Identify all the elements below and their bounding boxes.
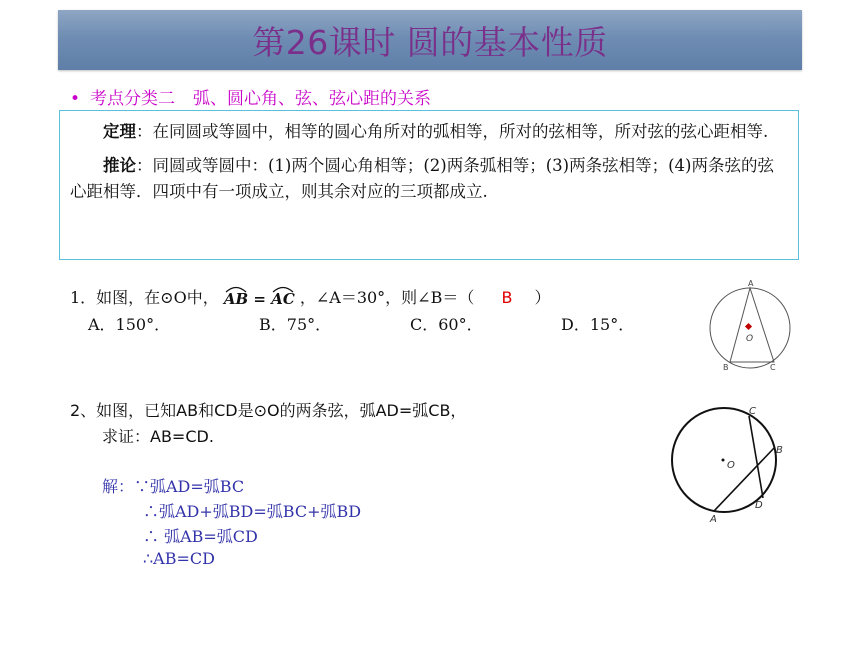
arc-equation: AB = AC	[224, 290, 295, 308]
question-1: 1．如图，在⊙O中， AB = AC ，∠A＝30°，则∠B＝（ B ）	[70, 285, 550, 308]
solution-line-4: ∴AB=CD	[143, 549, 215, 568]
theorem-box	[59, 110, 799, 260]
theorem-paragraph: 定理：在同圆或等圆中，相等的圆心角所对的弧相等，所对的弦相等，所对弦的弦心距相等.	[103, 122, 769, 141]
page-title: 第26课时 圆的基本性质	[252, 22, 608, 62]
center-point-icon	[722, 459, 725, 462]
theorem-label: 定理	[103, 122, 136, 141]
corollary-label: 推论	[103, 156, 136, 175]
section-heading	[70, 84, 431, 109]
arc-mark-icon	[271, 285, 295, 293]
center-marker-icon	[745, 323, 752, 330]
q1-triangle	[730, 288, 774, 362]
label-D: D	[755, 500, 763, 511]
chord-AB	[714, 447, 775, 511]
label-B: B	[723, 363, 729, 372]
q2-circle-figure	[668, 400, 798, 528]
bullet-icon: •	[70, 89, 81, 109]
section-category: 考点分类二	[90, 89, 176, 109]
corollary-paragraph: 推论：同圆或等圆中：(1)两个圆心角相等；(2)两条弧相等；(3)两条弦相等；(4)两条弦的弦心距相等．四项中有一项成立，则其余对应的三项都成立.	[70, 156, 774, 201]
arc-mark-icon	[224, 285, 248, 293]
label-O: O	[727, 460, 735, 471]
label-A: A	[710, 514, 717, 525]
label-O: O	[746, 334, 754, 344]
q1-option-d: D．15°．	[561, 315, 635, 334]
chord-CD	[749, 416, 763, 498]
section-topic: 弧、圆心角、弦、弦心距的关系	[193, 89, 432, 109]
corollary-text: 同圆或等圆中：(1)两个圆心角相等；(2)两条弧相等；(3)两条弦相等；(4)两条弦的弦心距相等．四项中有一项成立，则其余对应的三项都成立.	[70, 156, 774, 201]
label-A: A	[748, 279, 754, 288]
solution-line-1: 解：∵弧AD=弧BC	[102, 477, 245, 496]
q1-option-a: A．150°．	[88, 315, 171, 334]
solution-line-3: ∴ 弧AB=弧CD	[143, 527, 258, 546]
solution-line-2: ∴弧AD+弧BD=弧BC+弧BD	[143, 502, 362, 521]
theorem-text: 在同圆或等圆中，相等的圆心角所对的弧相等，所对的弦相等，所对弦的弦心距相等.	[152, 122, 769, 141]
answer-q1: B	[501, 288, 513, 307]
question-2-goal: 求证：AB=CD.	[102, 427, 214, 446]
q1-option-c: C．60°．	[410, 315, 483, 334]
label-C: C	[770, 363, 776, 372]
q1-option-b: B．75°．	[259, 315, 332, 334]
title-banner	[58, 10, 802, 70]
label-C: C	[749, 406, 756, 417]
label-B: B	[776, 445, 783, 456]
q1-circle-figure	[700, 276, 806, 374]
question-2: 2、如图，已知AB和CD是⊙O的两条弦，弧AD=弧CB，	[70, 401, 467, 420]
